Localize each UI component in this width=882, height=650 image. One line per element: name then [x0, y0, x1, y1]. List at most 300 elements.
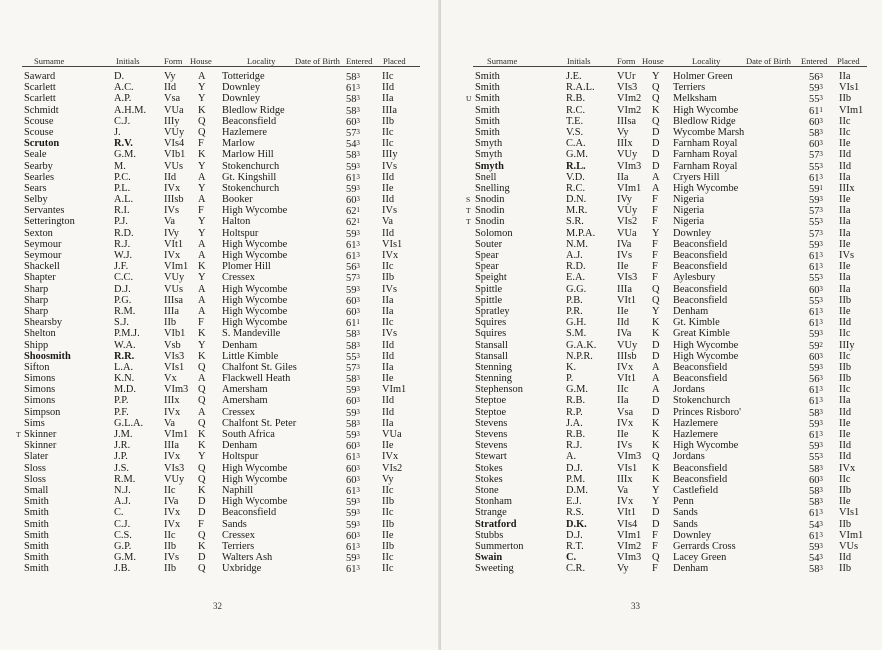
initials-cell: D.M.	[566, 484, 588, 496]
entered-year: 61	[346, 452, 357, 464]
initials-cell: M.	[114, 160, 126, 172]
register-row	[0, 239, 439, 250]
placed-cell: IIa	[839, 205, 851, 217]
placed-cell: IIc	[382, 552, 394, 564]
initials-cell: J.S.	[114, 462, 130, 474]
initials-cell: R.D.	[566, 261, 586, 273]
placed-cell: VIm1	[839, 529, 864, 541]
entered-year: 55	[809, 452, 820, 464]
locality-cell: Beaconsfield	[673, 294, 728, 306]
house-cell: Q	[198, 462, 206, 474]
register-row	[0, 261, 439, 272]
entered-year: 58	[809, 127, 820, 139]
entered-term: 3	[356, 519, 360, 528]
entered-term: 3	[356, 284, 360, 293]
form-cell: VUs	[164, 160, 184, 172]
locality-cell: Aylesbury	[673, 272, 716, 284]
initials-cell: J.P.	[114, 451, 128, 463]
initials-cell: J.B.	[114, 563, 131, 575]
locality-cell: Wycombe Marsh	[673, 126, 745, 138]
form-cell: VIm2	[617, 540, 642, 552]
initials-cell: V.S.	[566, 126, 584, 138]
register-row	[0, 328, 439, 339]
header-entered: Entered	[346, 56, 373, 66]
form-cell: Vsb	[164, 339, 181, 351]
locality-cell: Princes Risboro'	[673, 406, 741, 418]
surname-cell: Smyth	[475, 160, 504, 172]
house-cell: K	[198, 350, 206, 362]
register-row	[441, 239, 882, 250]
initials-cell: J.F.	[114, 261, 129, 273]
initials-cell: G.M.	[114, 149, 136, 161]
entered-term: 2	[819, 340, 823, 349]
house-cell: Y	[198, 82, 206, 94]
header-rule	[473, 66, 867, 67]
register-row	[441, 250, 882, 261]
register-row	[0, 105, 439, 116]
form-cell: IId	[617, 317, 630, 329]
placed-cell: IIa	[382, 417, 394, 429]
form-cell: IIe	[617, 429, 629, 440]
form-cell: IIIsb	[617, 350, 637, 362]
entered-term: 3	[819, 441, 823, 450]
entered-term: 3	[356, 430, 360, 438]
form-cell: VUy	[617, 149, 638, 161]
locality-cell: Stokenchurch	[673, 395, 731, 407]
header-surname: Surname	[34, 56, 65, 66]
form-cell: Vy	[617, 563, 629, 575]
form-cell: IVy	[617, 194, 633, 206]
surname-cell: Simons	[24, 384, 56, 396]
entered-term: 3	[356, 463, 360, 472]
house-cell: F	[198, 138, 204, 150]
form-cell: VUy	[617, 205, 638, 217]
surname-cell: Scouse	[24, 115, 54, 127]
right-page	[441, 0, 882, 650]
form-cell: IVs	[617, 250, 633, 261]
house-cell: Y	[198, 272, 206, 284]
locality-cell: Cressex	[222, 529, 255, 541]
form-cell: IVy	[164, 227, 180, 239]
house-cell: D	[652, 406, 660, 418]
locality-cell: Great Kimble	[673, 328, 730, 340]
register-row	[0, 228, 439, 239]
form-cell: IIIsa	[164, 294, 184, 306]
surname-cell: Shearsby	[24, 317, 63, 329]
surname-cell: Selby	[24, 194, 48, 206]
surname-cell: Seymour	[24, 238, 62, 250]
register-row	[441, 93, 882, 104]
entered-term: 3	[356, 530, 360, 539]
form-cell: Vsa	[617, 406, 634, 418]
register-row	[441, 272, 882, 283]
form-cell: IIIsa	[617, 115, 637, 127]
entered-year: 56	[809, 374, 820, 386]
house-cell: K	[652, 417, 660, 429]
form-cell: VIm3	[617, 552, 642, 564]
entered-year: 56	[346, 262, 357, 274]
entered-term: 3	[356, 116, 360, 125]
locality-cell: Sands	[673, 507, 698, 519]
entered-year: 59	[809, 362, 820, 374]
surname-cell: Sharp	[24, 294, 49, 306]
locality-cell: Hazlemere	[673, 429, 718, 440]
entered-term: 3	[819, 508, 823, 517]
placed-cell: IIb	[839, 373, 852, 385]
entered-year: 58	[346, 329, 357, 341]
house-cell: Y	[652, 71, 660, 82]
entered-year: 61	[809, 318, 820, 330]
placed-cell: IIe	[839, 429, 851, 440]
locality-cell: Hazlemere	[222, 126, 267, 138]
register-row	[0, 250, 439, 261]
form-cell: VIm2	[617, 93, 642, 105]
placed-cell: IId	[382, 406, 395, 418]
form-cell: VIt1	[617, 507, 637, 519]
placed-cell: IIc	[839, 328, 851, 340]
surname-cell: Snelling	[475, 182, 510, 194]
initials-cell: J.M.	[114, 429, 133, 440]
locality-cell: Beaconsfield	[673, 373, 728, 385]
placed-cell: IIc	[382, 507, 394, 519]
entered-year: 59	[346, 497, 357, 509]
entered-term: 3	[356, 228, 360, 237]
placed-cell: IIIy	[839, 339, 855, 351]
locality-cell: Plomer Hill	[222, 261, 271, 273]
surname-cell: Simpson	[24, 406, 61, 418]
surname-cell: Smith	[24, 540, 49, 552]
form-cell: IVx	[164, 406, 181, 418]
initials-cell: R.J.	[114, 238, 131, 250]
placed-cell: IId	[382, 395, 395, 407]
entered-term: 3	[819, 430, 823, 438]
locality-cell: Nigeria	[673, 216, 705, 228]
entered-year: 59	[809, 340, 820, 352]
form-cell: VIs2	[617, 216, 638, 228]
form-cell: Va	[164, 417, 175, 429]
house-cell: K	[652, 462, 660, 474]
locality-cell: Sands	[222, 518, 247, 530]
placed-cell: IIIa	[382, 104, 397, 116]
initials-cell: G.M.	[114, 552, 136, 564]
entered-term: 3	[356, 407, 360, 416]
register-row	[441, 127, 882, 138]
surname-cell: Swain	[475, 552, 503, 564]
form-cell: VIm2	[617, 104, 642, 116]
surname-cell: Solomon	[475, 227, 513, 239]
placed-cell: VIm1	[839, 104, 864, 116]
header-house: House	[642, 56, 664, 66]
locality-cell: Booker	[222, 194, 253, 206]
entered-cell	[809, 563, 823, 575]
form-cell: IIIx	[164, 395, 180, 407]
entered-year: 59	[809, 239, 820, 251]
locality-cell: Uxbridge	[222, 563, 262, 575]
register-row	[0, 395, 439, 406]
entered-term: 3	[819, 385, 823, 394]
surname-cell: Steptoe	[475, 395, 507, 407]
register-row	[441, 507, 882, 518]
register-row	[0, 317, 439, 328]
register-row	[0, 407, 439, 418]
entered-year: 60	[346, 463, 357, 475]
house-cell: K	[198, 104, 206, 116]
surname-cell: Sims	[24, 417, 45, 429]
register-row	[0, 418, 439, 429]
placed-cell: IIe	[382, 373, 394, 385]
house-cell: D	[652, 350, 660, 362]
locality-cell: Chalfont St. Giles	[222, 361, 297, 373]
placed-cell: IIc	[382, 261, 394, 273]
entered-term: 3	[356, 351, 360, 360]
house-cell: Y	[198, 216, 206, 228]
surname-cell: Simons	[24, 395, 56, 407]
house-cell: Q	[198, 115, 206, 127]
form-cell: IVx	[164, 518, 181, 530]
house-cell: K	[198, 540, 206, 552]
surname-cell: Stone	[475, 484, 499, 496]
register-row	[441, 216, 882, 227]
entered-term: 3	[356, 564, 360, 573]
surname-cell: Squires	[475, 328, 507, 340]
entered-term: 3	[356, 340, 360, 349]
house-cell: F	[652, 238, 658, 250]
initials-cell: P.P.	[114, 395, 129, 407]
form-cell: IIc	[164, 529, 176, 541]
register-row	[0, 541, 439, 552]
register-row	[441, 105, 882, 116]
surname-cell: Smith	[475, 93, 500, 105]
entered-year: 59	[809, 195, 820, 207]
placed-cell: IIa	[839, 227, 851, 239]
form-cell: VIs4	[617, 518, 638, 530]
entered-term: 3	[356, 262, 360, 271]
register-row	[0, 362, 439, 373]
initials-cell: R.M.	[114, 305, 136, 317]
placed-cell: IIc	[839, 115, 851, 127]
house-cell: D	[198, 507, 206, 519]
placed-cell: IIe	[839, 305, 851, 317]
initials-cell: P.M.J.	[114, 328, 140, 340]
form-cell: IVs	[164, 205, 180, 217]
locality-cell: Bledlow Ridge	[673, 115, 736, 127]
surname-cell: Smith	[475, 126, 500, 138]
initials-cell: K.N.	[114, 373, 135, 385]
house-cell: A	[652, 384, 660, 396]
entered-term: 3	[819, 407, 823, 416]
initials-cell: P.R.	[566, 305, 583, 317]
surname-cell: Scouse	[24, 126, 54, 138]
form-cell: VIb1	[164, 149, 186, 161]
locality-cell: Melksham	[673, 93, 717, 105]
register-row	[441, 440, 882, 451]
initials-cell: D.N.	[566, 194, 587, 206]
entered-term: 3	[356, 150, 360, 159]
initials-cell: R.M.	[114, 473, 136, 485]
house-cell: F	[652, 563, 658, 575]
surname-cell: Speight	[475, 272, 507, 284]
right-register-list	[441, 71, 882, 574]
surname-cell: Sears	[24, 182, 47, 194]
placed-cell: IVs	[382, 160, 398, 172]
surname-cell: Smith	[24, 518, 49, 530]
form-cell: IVx	[164, 182, 181, 194]
entered-year: 61	[809, 385, 820, 397]
entered-year: 59	[809, 441, 820, 453]
form-cell: VUy	[617, 339, 638, 351]
surname-cell: Smith	[24, 507, 49, 519]
house-cell: A	[198, 305, 206, 317]
header-surname: Surname	[487, 56, 518, 66]
surname-cell: Sloss	[24, 462, 46, 474]
house-cell: D	[198, 552, 206, 564]
entered-year: 54	[809, 519, 820, 531]
house-cell: A	[198, 250, 206, 261]
left-register-list	[0, 71, 439, 574]
form-cell: IIb	[164, 540, 177, 552]
entered-term: 3	[819, 541, 823, 550]
placed-cell: IIe	[382, 529, 394, 541]
house-cell: Q	[198, 529, 206, 541]
form-cell: VUy	[164, 272, 185, 284]
entered-year: 58	[809, 497, 820, 509]
register-row	[0, 149, 439, 160]
initials-cell: W.J.	[114, 250, 133, 261]
entered-year: 60	[346, 306, 357, 318]
entered-term: 3	[819, 329, 823, 338]
house-cell: Q	[198, 126, 206, 138]
placed-cell: IIb	[382, 540, 395, 552]
initials-cell: A.L.	[114, 194, 134, 206]
register-row	[0, 295, 439, 306]
entered-term: 1	[356, 217, 360, 226]
register-row	[0, 183, 439, 194]
placed-cell: IIa	[839, 171, 851, 183]
entered-year: 61	[809, 530, 820, 542]
house-cell: Q	[198, 473, 206, 485]
house-cell: F	[198, 205, 204, 217]
surname-cell: Stubbs	[475, 529, 504, 541]
entered-year: 57	[346, 273, 357, 285]
placed-cell: IIb	[839, 361, 852, 373]
entered-year: 59	[809, 83, 820, 95]
placed-cell: VIs2	[382, 462, 403, 474]
initials-cell: C.J.	[114, 115, 131, 127]
form-cell: IIe	[617, 305, 629, 317]
surname-cell: Souter	[475, 238, 503, 250]
register-row	[0, 485, 439, 496]
locality-cell: Beaconsfield	[673, 361, 728, 373]
register-row	[0, 284, 439, 295]
locality-cell: Totteridge	[222, 71, 265, 82]
surname-cell: Smith	[475, 71, 500, 82]
locality-cell: Amersham	[222, 395, 268, 407]
initials-cell: J.R.	[114, 440, 131, 452]
house-cell: Y	[652, 484, 660, 496]
form-cell: VUy	[164, 473, 185, 485]
initials-cell: S.R.	[566, 216, 584, 228]
form-cell: IIc	[164, 484, 176, 496]
entered-year: 60	[346, 116, 357, 128]
locality-cell: Amersham	[222, 384, 268, 396]
entered-year: 58	[809, 485, 820, 497]
entered-term: 3	[356, 105, 360, 114]
placed-cell: IVx	[382, 250, 399, 261]
form-cell: IVa	[617, 238, 632, 250]
initials-cell: A.C.	[114, 82, 134, 94]
house-cell: D	[652, 126, 660, 138]
placed-cell: IIb	[382, 272, 395, 284]
register-row	[0, 563, 439, 574]
initials-cell: D.J.	[566, 529, 583, 541]
register-row	[441, 530, 882, 541]
form-cell: Vy	[164, 71, 176, 82]
locality-cell: Denham	[673, 563, 709, 575]
locality-cell: Sands	[673, 518, 698, 530]
form-cell: IIIy	[164, 115, 180, 127]
locality-cell: Little Kimble	[222, 350, 279, 362]
register-row	[441, 328, 882, 339]
initials-cell: A.	[566, 451, 577, 463]
form-cell: IIa	[617, 171, 629, 183]
surname-cell: Sloss	[24, 473, 46, 485]
initials-cell: A.H.M.	[114, 104, 147, 116]
entered-term: 3	[819, 273, 823, 282]
placed-cell: IIc	[382, 71, 394, 82]
entered-term: 1	[356, 206, 360, 215]
entered-year: 61	[809, 172, 820, 184]
surname-cell: Simons	[24, 373, 56, 385]
entered-term: 3	[819, 418, 823, 427]
entered-term: 3	[819, 116, 823, 125]
entered-year: 58	[346, 340, 357, 352]
register-row	[441, 485, 882, 496]
initials-cell: P.J.	[114, 216, 128, 228]
form-cell: Va	[164, 216, 175, 228]
initials-cell: E.A.	[566, 272, 586, 284]
placed-cell: IIe	[382, 182, 394, 194]
register-row	[441, 407, 882, 418]
surname-cell: Smith	[475, 115, 500, 127]
entered-term: 3	[356, 306, 360, 315]
initials-cell: L.A.	[114, 361, 134, 373]
entered-year: 55	[809, 273, 820, 285]
form-cell: IIIa	[164, 305, 179, 317]
register-row	[441, 496, 882, 507]
house-cell: K	[198, 261, 206, 273]
entered-term: 3	[356, 239, 360, 248]
house-cell: D	[652, 518, 660, 530]
initials-cell: G.H.	[566, 317, 587, 329]
surname-cell: Seale	[24, 149, 47, 161]
house-cell: K	[198, 149, 206, 161]
initials-cell: C.J.	[114, 518, 131, 530]
placed-cell: IId	[839, 552, 852, 564]
register-row	[0, 507, 439, 518]
house-cell: A	[198, 283, 206, 295]
placed-cell: IIb	[382, 518, 395, 530]
house-cell: Q	[652, 93, 660, 105]
entered-term: 3	[819, 262, 823, 271]
surname-cell: Sharp	[24, 305, 49, 317]
entered-year: 61	[809, 508, 820, 520]
entered-term: 3	[819, 172, 823, 181]
surname-cell: Smith	[24, 552, 49, 564]
house-cell: K	[652, 317, 660, 329]
entered-year: 58	[346, 72, 357, 83]
entered-term: 3	[356, 497, 360, 506]
entered-term: 3	[356, 94, 360, 103]
